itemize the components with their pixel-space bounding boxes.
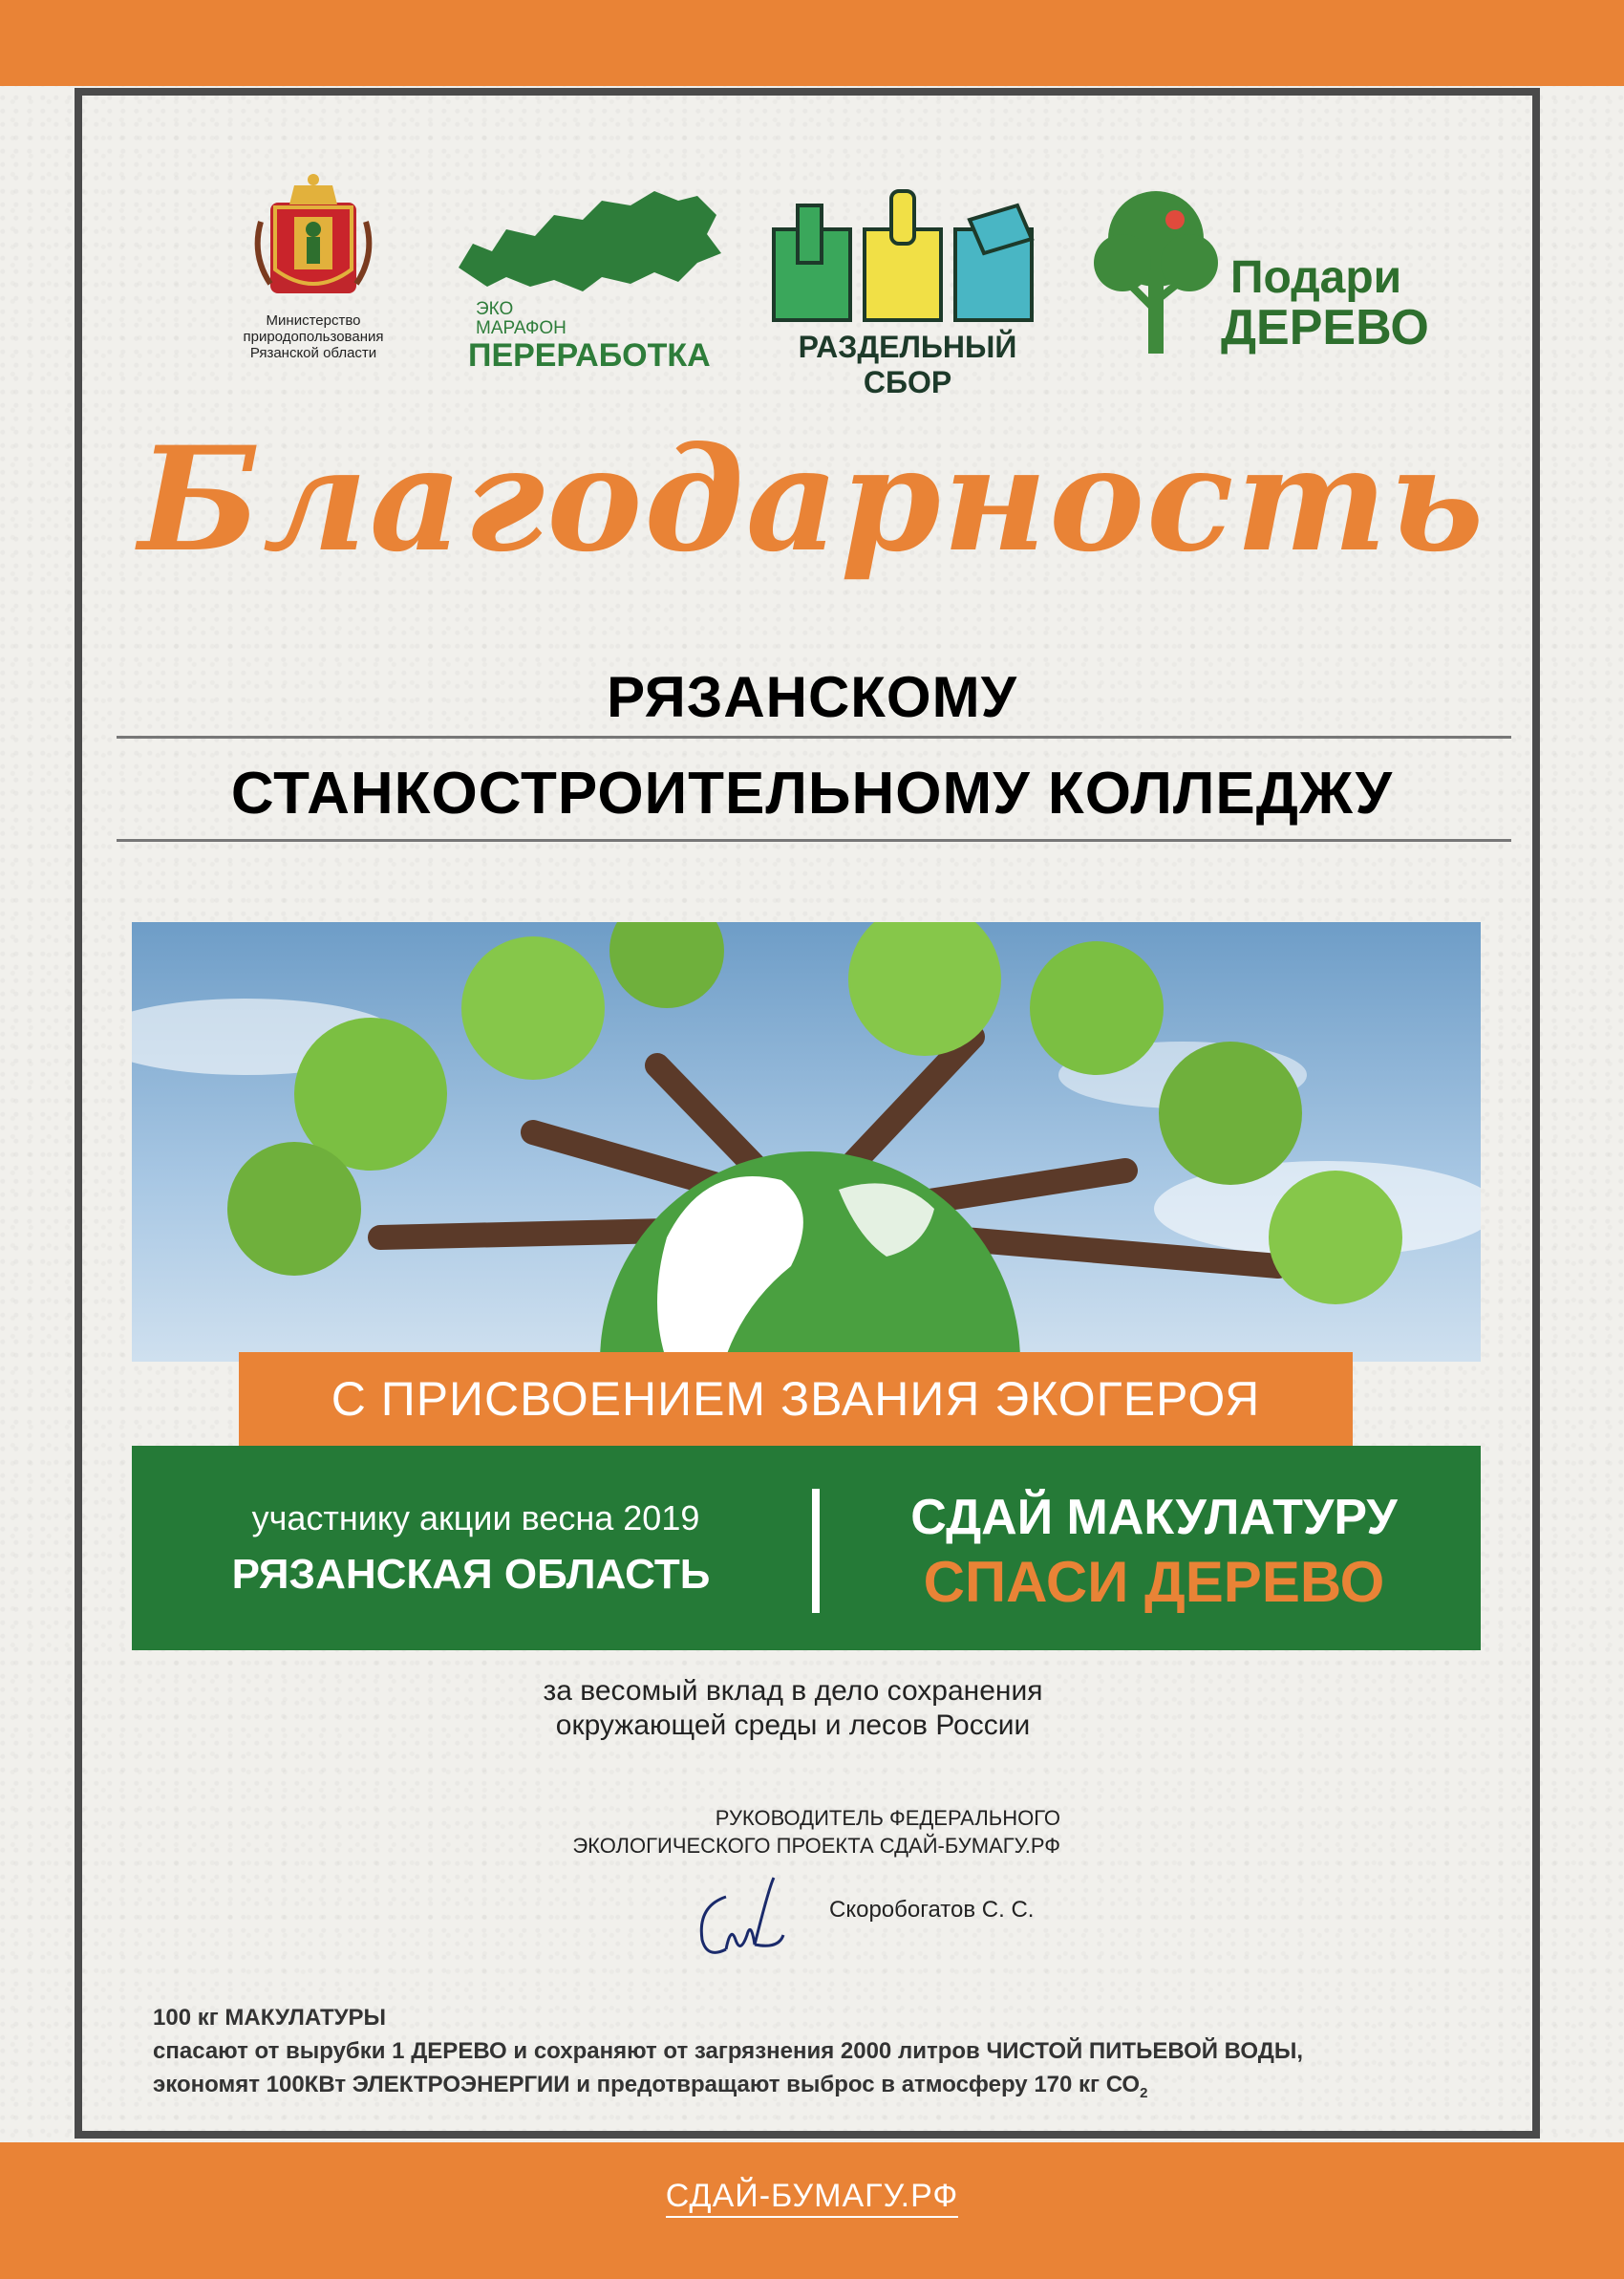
frame-top-line [75, 88, 1540, 96]
ministry-name-line1: Министерство [266, 312, 361, 329]
award-band: С ПРИСВОЕНИЕМ ЗВАНИЯ ЭКОГЕРОЯ [239, 1352, 1353, 1446]
recipient-line1: РЯЗАНСКОМУ [607, 665, 1017, 729]
recipient-rule-top [117, 736, 1511, 739]
footer-url [0, 2178, 1624, 2215]
leader-line1: РУКОВОДИТЕЛЬ ФЕДЕРАЛЬНОГО [715, 1806, 1060, 1830]
ministry-name-line2: природопользования [243, 329, 384, 345]
thanks-line1: за весомый вклад в дело сохранения [543, 1675, 1043, 1707]
footer-url-link[interactable]: СДАЙ-БУМАГУ.РФ [666, 2178, 959, 2218]
region-text: РЯЗАНСКАЯ ОБЛАСТЬ [231, 1551, 711, 1598]
thanks-text [401, 1674, 1185, 1743]
separate-collection-logo [764, 186, 1051, 399]
ministry-logo [227, 164, 399, 361]
facts-line2-text: экономят 100КВт ЭЛЕКТРОЭНЕРГИИ и предотвращают выброс в атмосферу 170 кг СО [153, 2072, 1141, 2097]
separate-collection-label: РАЗДЕЛЬНЫЙ СБОР [798, 330, 1017, 399]
recycling-bins-icon [764, 186, 1051, 325]
participant-text: участнику акции весна 2019 [251, 1498, 700, 1537]
eco-label: ЭКО [476, 299, 514, 319]
gift-label: Подари [1230, 252, 1402, 303]
leader-title [430, 1804, 1060, 1860]
slogan-line2: СПАСИ ДЕРЕВО [923, 1550, 1385, 1614]
recycling-label: ПЕРЕРАБОТКА [468, 337, 711, 374]
globe-trees-icon [132, 922, 1481, 1362]
eco-marathon-logo [449, 177, 726, 374]
marathon-label: МАРАФОН [476, 318, 566, 338]
co2-subscript: 2 [1140, 2084, 1148, 2101]
leader-line2: ЭКОЛОГИЧЕСКОГО ПРОЕКТА СДАЙ-БУМАГУ.РФ [572, 1834, 1060, 1858]
signature-icon [688, 1868, 793, 1973]
campaign-divider [812, 1489, 820, 1613]
facts-line2 [153, 2072, 1147, 2101]
certificate-title: Благодарность [138, 416, 1486, 584]
slogan-line1: СДАЙ МАКУЛАТУРУ [910, 1490, 1398, 1545]
top-orange-band [0, 0, 1624, 86]
recipient-rule-bottom [117, 839, 1511, 842]
recipient-line2: СТАНКОСТРОИТЕЛЬНОМУ КОЛЛЕДЖУ [230, 761, 1394, 827]
gift-tree-logo [1089, 186, 1433, 368]
thanks-line2: окружающей среды и лесов России [555, 1709, 1031, 1741]
facts-heading: 100 кг МАКУЛАТУРЫ [153, 2005, 387, 2031]
facts-line1: спасают от вырубки 1 ДЕРЕВО и сохраняют от загрязнения 2000 литров ЧИСТОЙ ПИТЬЕВОЙ ВОДЫ, [153, 2038, 1304, 2064]
frame-bottom-line [75, 2131, 1540, 2139]
coat-of-arms-icon [242, 164, 385, 308]
russia-map-icon [449, 177, 726, 311]
tree-icon [1089, 186, 1223, 358]
globe-trees-illustration [132, 922, 1481, 1362]
campaign-band [132, 1446, 1481, 1650]
tree-label: ДЕРЕВО [1221, 300, 1429, 355]
leader-name: Скоробогатов С. С. [829, 1897, 1035, 1923]
ministry-name-line3: Рязанской области [249, 345, 377, 361]
